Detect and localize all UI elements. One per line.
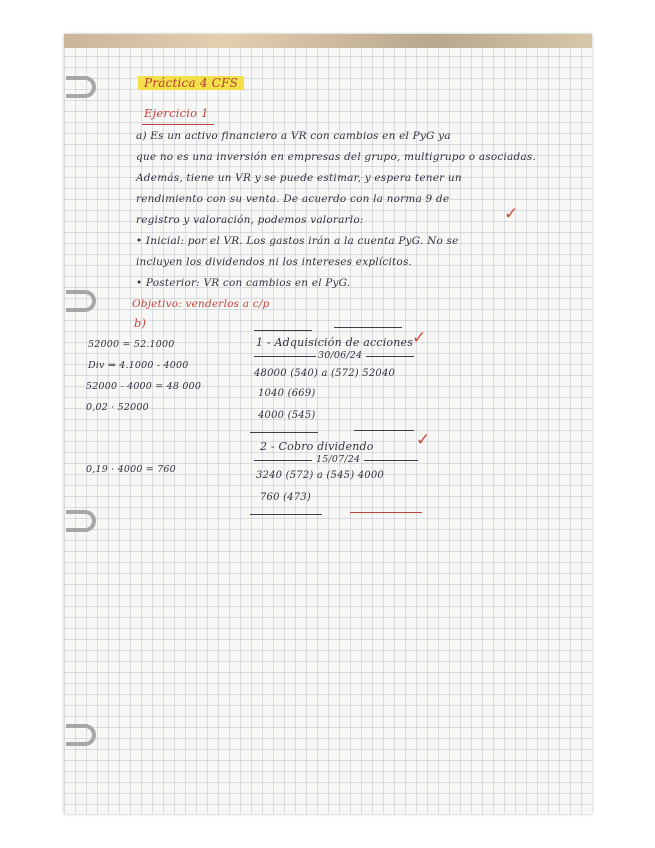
entry1-date-rule-left [254, 356, 316, 357]
exercise-heading: Ejercicio 1 [144, 106, 209, 120]
part-a-line-6: • Inicial: por el VR. Los gastos irán a la cuenta PyG. No se [136, 235, 459, 247]
part-a-line-8: • Posterior: VR con cambios en el PyG. [136, 277, 351, 289]
part-b-label: b) [134, 316, 147, 330]
entry2-line-2: 760 (473) [260, 492, 311, 503]
entry1-line-1: 48000 (540) a (572) 52040 [254, 368, 396, 379]
entry1-line-3: 4000 (545) [258, 410, 316, 421]
entry1-line-2: 1040 (669) [258, 388, 316, 399]
entry2-bottom-rule-right [350, 512, 422, 513]
entry2-title: 2 - Cobro dividendo [260, 440, 374, 453]
entry2-date: 15/07/24 [316, 454, 361, 465]
calc-line-5: 0,19 · 4000 = 760 [86, 464, 176, 475]
check-mark-entry1: ✓ [412, 328, 427, 348]
part-a-line-1: a) Es un activo financiero a VR con cambios en el PyG ya [136, 130, 451, 142]
part-a-line-3: Además, tiene un VR y se puede estimar, y espera tener un [136, 172, 462, 184]
objective-line: Objetivo: venderlos a c/p [132, 298, 270, 310]
check-mark-a: ✓ [504, 204, 519, 224]
entry1-bottom-rule-right [354, 430, 414, 431]
calc-line-4: 0,02 · 52000 [86, 402, 149, 413]
binder-ring-3 [66, 510, 96, 532]
part-a-line-2: que no es una inversión en empresas del grupo, multigrupo o asociadas. [136, 151, 537, 163]
entry2-line-1: 3240 (572) a (545) 4000 [256, 470, 384, 481]
calc-line-3: 52000 - 4000 = 48 000 [86, 381, 202, 392]
practice-title [138, 76, 244, 90]
exercise-underline [142, 124, 214, 125]
entry2-date-rule-left [254, 460, 312, 461]
entry1-top-rule-right [334, 327, 402, 328]
entry1-title: 1 - Adquisición de acciones [256, 336, 414, 349]
part-a-line-7: incluyen los dividendos ni los intereses explícitos. [136, 256, 413, 268]
practice-title-text: Práctica 4 CFS [138, 76, 244, 90]
entry1-top-rule-left [254, 330, 312, 331]
page-top-edge [64, 34, 592, 48]
entry2-date-rule-right [364, 460, 418, 461]
entry2-bottom-rule-left [250, 514, 322, 515]
calc-line-1: 52000 = 52.1000 [88, 339, 175, 350]
binder-ring-4 [66, 724, 96, 746]
entry1-date-rule-right [366, 356, 414, 357]
binder-ring-2 [66, 290, 96, 312]
notebook-page [64, 34, 592, 814]
calc-line-2: Div ⇒ 4.1000 - 4000 [88, 360, 189, 371]
part-a-line-4: rendimiento con su venta. De acuerdo con la norma 9 de [136, 193, 450, 205]
check-mark-entry2: ✓ [416, 430, 431, 450]
part-a-line-5: registro y valoración, podemos valorarlo: [136, 214, 364, 226]
entry1-bottom-rule-left [250, 432, 318, 433]
binder-ring-1 [66, 76, 96, 98]
entry1-date: 30/06/24 [318, 350, 363, 361]
